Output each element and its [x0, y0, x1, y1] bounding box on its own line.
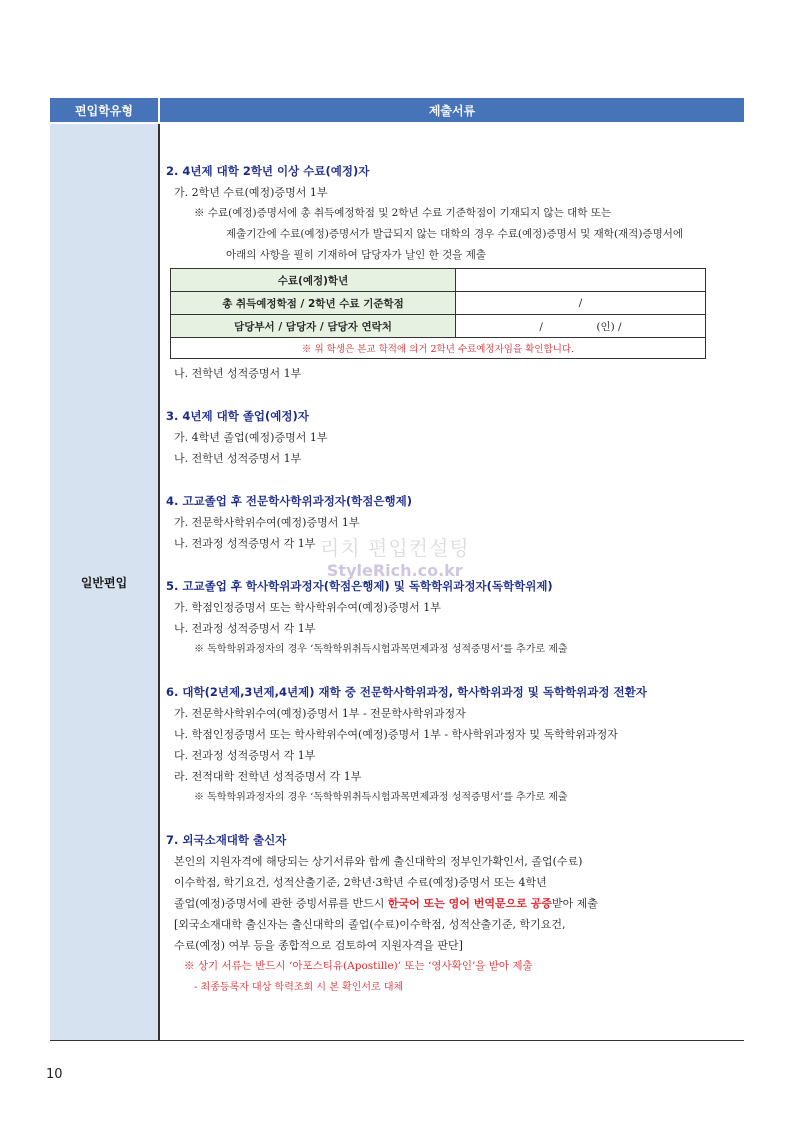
page-number: 10 [46, 1067, 63, 1082]
section-title-5: 5. 고교졸업 후 학사학위과정자(학점은행제) 및 독학학위과정자(독학학위제) [166, 579, 553, 593]
table-label-contact: 담당부서 / 담당자 / 담당자 연락처 [171, 315, 456, 338]
bottom-rule [50, 1040, 744, 1041]
item-2b: 나. 전학년 성적증명서 1부 [174, 367, 302, 380]
table-label-credits: 총 취득예정학점 / 2학년 수료 기준학점 [171, 292, 456, 315]
item-3b: 나. 전학년 성적증명서 1부 [174, 452, 302, 465]
section-title-7: 7. 외국소재대학 출신자 [166, 833, 287, 847]
note-7-apostille: ※ 상기 서류는 반드시 ‘아포스티유(Apostille)’ 또는 ‘영사확인’을 받아 제출 [184, 960, 533, 972]
item-2a: 가. 2학년 수료(예정)증명서 1부 [174, 186, 328, 199]
item-3a: 가. 4학년 졸업(예정)증명서 1부 [174, 431, 328, 444]
table-label-grade: 수료(예정)학년 [171, 269, 456, 292]
type-label: 일반편입 [80, 575, 128, 590]
table-row [171, 269, 706, 292]
table-footer-note: ※ 위 학생은 본교 학적에 의거 2학년 수료예정자임을 확인합니다. [171, 338, 706, 359]
text-7-line3 [166, 893, 741, 914]
section-title-4: 4. 고교졸업 후 전문학사학위과정자(학점은행제) [166, 494, 412, 508]
note-6: ※ 독학학위과정자의 경우 ‘독학학위취득시험과목면제과정 성적증명서’를 추가로 제출 [194, 792, 568, 803]
text-7-line2: 이수학점, 학기요건, 성적산출기준, 2학년·3학년 수료(예정)증명서 또는 4학년 [174, 876, 547, 889]
table-row [171, 292, 706, 315]
section-title-2: 2. 4년제 대학 2학년 이상 수료(예정)자 [166, 164, 370, 178]
item-6d: 라. 전적대학 전학년 성적증명서 각 1부 [174, 770, 362, 783]
item-6c: 다. 전과정 성적증명서 각 1부 [174, 749, 316, 762]
text-7-line5: 수료(예정) 여부 등을 종합적으로 검토하여 지원자격을 판단] [174, 939, 463, 952]
item-5a: 가. 학점인정증명서 또는 학사학위수여(예정)증명서 1부 [174, 601, 441, 614]
item-4b: 나. 전과정 성적증명서 각 1부 [174, 537, 316, 550]
note-2-line3: 아래의 사항을 필히 기재하여 담당자가 날인 한 것을 제출 [226, 249, 486, 261]
text-7-line3-post: 받아 제출 [551, 897, 598, 910]
item-5b: 나. 전과정 성적증명서 각 1부 [174, 622, 316, 635]
table-value-credits: / [456, 292, 706, 315]
table-header [50, 98, 744, 122]
column-divider [158, 124, 160, 1040]
left-type-column [50, 124, 158, 1040]
note-2-line2: 제출기간에 수료(예정)증명서가 발급되지 않는 대학의 경우 수료(예정)증명서 및 재학(재적)증명서에 [226, 228, 683, 240]
note-2-line1: ※ 수료(예정)증명서에 총 취득예정학점 및 2학년 수료 기준학점이 기재되지 않는 대학 또는 [194, 207, 612, 219]
item-6b: 나. 학점인정증명서 또는 학사학위수여(예정)증명서 1부 - 학사학위과정자 및 독학학위과정자 [174, 728, 618, 741]
table-row [171, 338, 706, 359]
documents-content [166, 160, 741, 998]
header-docs-cell: 제출서류 [160, 98, 744, 122]
section-title-3: 3. 4년제 대학 졸업(예정)자 [166, 409, 309, 423]
text-7-line1: 본인의 지원자격에 해당되는 상기서류와 함께 출신대학의 정부인가확인서, 졸업(수료) [174, 855, 583, 868]
confirmation-table [170, 268, 706, 359]
item-6a: 가. 전문학사학위수여(예정)증명서 1부 - 전문학사학위과정자 [174, 707, 466, 720]
text-7-line4: [외국소재대학 출신자는 출신대학의 졸업(수료)이수학점, 성적산출기준, 학기요건, [174, 918, 566, 931]
note-5: ※ 독학학위과정자의 경우 ‘독학학위취득시험과목면제과정 성적증명서’를 추가로 제출 [194, 644, 568, 655]
header-type-cell: 편입학유형 [50, 98, 158, 122]
watermark-line1: 리치 편입컨설팅 [320, 536, 470, 560]
notarize-emphasis: 한국어 또는 영어 번역문으로 공증 [387, 897, 552, 910]
item-4a: 가. 전문학사학위수여(예정)증명서 1부 [174, 516, 360, 529]
watermark-line2: StyleRich.co.kr [326, 561, 463, 580]
table-value-grade [456, 269, 706, 292]
note-7-replace: - 최종등록자 대상 학력조회 시 본 확인서로 대체 [194, 982, 404, 993]
table-row [171, 315, 706, 338]
text-7-line3-pre: 졸업(예정)증명서에 관한 증빙서류를 반드시 [174, 897, 388, 910]
table-value-contact: / (인) / [456, 315, 706, 338]
section-title-6: 6. 대학(2년제,3년제,4년제) 재학 중 전문학사학위과정, 학사학위과정 및 독학학위과정 전환자 [166, 685, 647, 699]
